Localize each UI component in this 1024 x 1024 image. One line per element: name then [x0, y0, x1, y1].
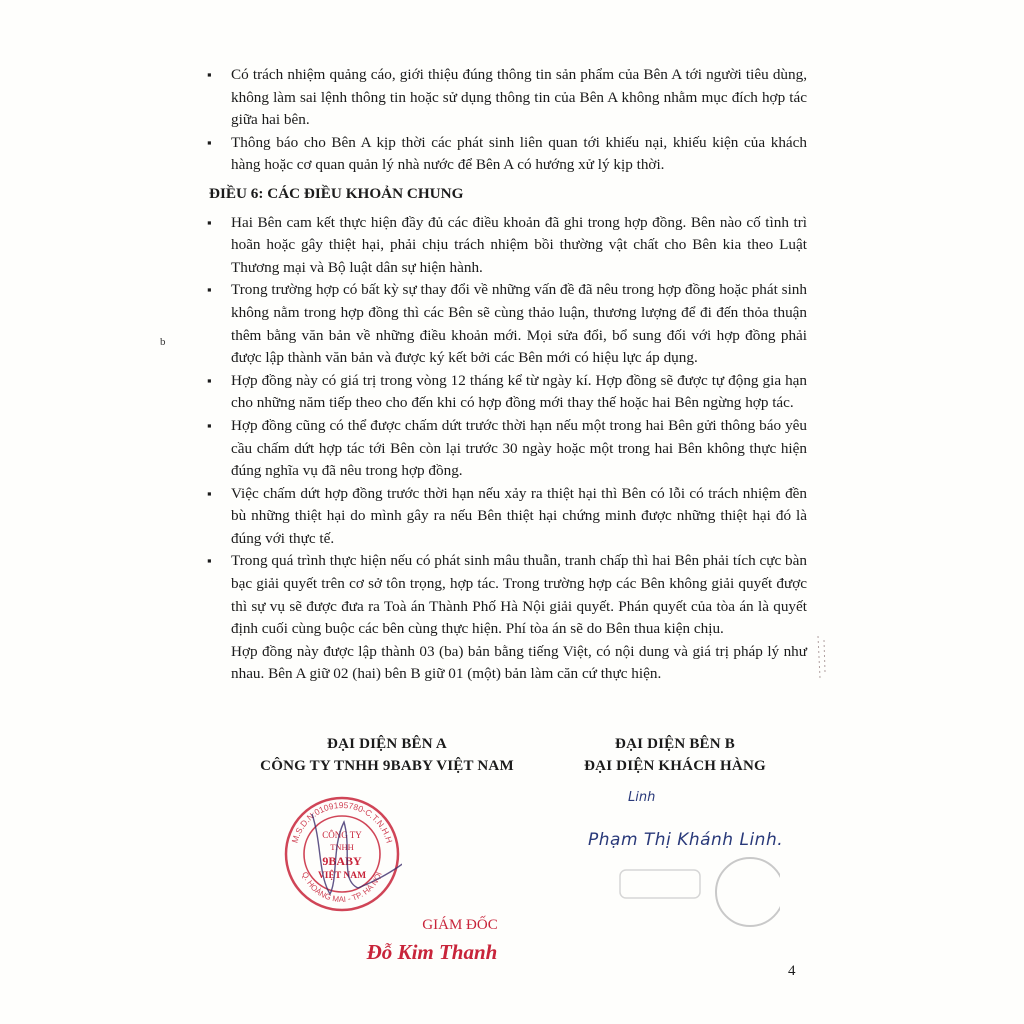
party-b-signature: Linh	[628, 790, 656, 805]
bullet-item: ▪ Thông báo cho Bên A kịp thời các phát sinh liên quan tới khiếu nại, khiếu kiện của khách hàng hoặc cơ quan quản lý nhà nước để Bên A có hướng xử lý kịp thời.	[207, 132, 807, 177]
party-b-header	[560, 733, 790, 777]
seal-line2: TNHH	[330, 842, 354, 852]
seal-line3: 9BABY	[322, 854, 362, 868]
bullet-item: ▪ Có trách nhiệm quảng cáo, giới thiệu đúng thông tin sản phẩm của Bên A tới người tiêu dùng, không làm sai lệnh thông tin hoặc sử dụng thông tin của Bên A không nhằm mục đích hợp tác giữa hai bên.	[207, 64, 807, 132]
seal-line4: VIỆT NAM	[317, 871, 367, 881]
closing-paragraph: Hợp đồng này được lập thành 03 (ba) bản bằng tiếng Việt, có nội dung và giá trị pháp lý như nhau. Bên A giữ 02 (hai) bên B giữ 01 (một) bản làm căn cứ thực hiện.	[231, 642, 807, 683]
contract-body	[207, 64, 807, 686]
bullet-item: ▪ Trong quá trình thực hiện nếu có phát sinh mâu thuẫn, tranh chấp thì hai Bên phải tích cực bàn bạc giải quyết trên cơ sở tôn trọng, hợp tác. Trong trường hợp các Bên không giải quyết được thì sự vụ sẽ được đưa ra Toà án Thành Phố Hà Nội giải quyết. Phán quyết của tòa án là quyết định cuối cùng buộc các bên cùng thực hiện. Phí tòa án sẽ do Bên thua kiện chịu.	[207, 550, 807, 640]
party-b-subtitle: ĐẠI DIỆN KHÁCH HÀNG	[584, 758, 766, 774]
party-a-title: ĐẠI DIỆN BÊN A	[327, 736, 447, 752]
bullet-item: ▪ Việc chấm dứt hợp đồng trước thời hạn nếu xảy ra thiệt hại thì Bên có lỗi có trách nhiệm đền bù những thiệt hại do mình gây ra nếu Bên thiệt hại chứng minh được những thiệt hại đó là đúng với thực tế.	[207, 483, 807, 551]
faded-stamp	[600, 840, 780, 930]
company-seal	[282, 794, 402, 914]
party-b-title: ĐẠI DIỆN BÊN B	[615, 736, 735, 752]
party-a-company: CÔNG TY TNHH 9BABY VIỆT NAM	[260, 758, 514, 774]
bullet-item: ▪ Hợp đồng này có giá trị trong vòng 12 tháng kể từ ngày kí. Hợp đồng sẽ được tự động gia hạn cho những năm tiếp theo cho đến khi có hợp đồng mới thay thế hoặc hai Bên ngừng hợp tác.	[207, 370, 807, 415]
seal-ring-text: M.S.D.N:0109195780-C.T.N.H.H	[289, 799, 395, 845]
party-b-fullname: Phạm Thị Khánh Linh.	[588, 830, 784, 850]
director-name: Đỗ Kim Thanh	[366, 940, 498, 964]
bullet-item: ▪ Hợp đồng cũng có thể được chấm dứt trước thời hạn nếu một trong hai Bên gửi thông báo yêu cầu chấm dứt hợp tác tới Bên còn lại trước 30 ngày hoặc một trong hai Bên không thực hiện đúng nghĩa vụ đã nêu trong hợp đồng.	[207, 415, 807, 483]
seal-ring-bottom: Q. HOÀNG MAI - TP. HÀ NỘI	[300, 870, 384, 905]
article-heading: ĐIỀU 6: CÁC ĐIỀU KHOẢN CHUNG	[209, 184, 464, 202]
seal-line1: CÔNG TY	[322, 830, 362, 840]
stray-mark: b	[160, 336, 166, 348]
director-title: GIÁM ĐỐC	[422, 917, 498, 933]
page-number: 4	[788, 963, 796, 979]
bullet-item: ▪ Hai Bên cam kết thực hiện đầy đủ các điều khoản đã ghi trong hợp đồng. Bên nào cố tình trì hoãn hoặc gây thiệt hại, phải chịu trách nhiệm bồi thường vật chất cho Bên kia theo Luật Thương mại và Bộ luật dân sự hiện hành.	[207, 212, 807, 280]
margin-mark	[810, 632, 832, 682]
party-a-header	[232, 733, 542, 777]
bullet-item: ▪ Trong trường hợp có bất kỳ sự thay đổi về những vấn đề đã nêu trong hợp đồng hoặc phát sinh không nằm trong hợp đồng thì các Bên sẽ cùng thảo luận, thương lượng để đi đến thỏa thuận thêm bằng văn bản về những điều khoản mới. Mọi sửa đổi, bổ sung đối với hợp đồng phải được lập thành văn bản và được ký kết bởi các Bên mới có hiệu lực áp dụng.	[207, 279, 807, 369]
